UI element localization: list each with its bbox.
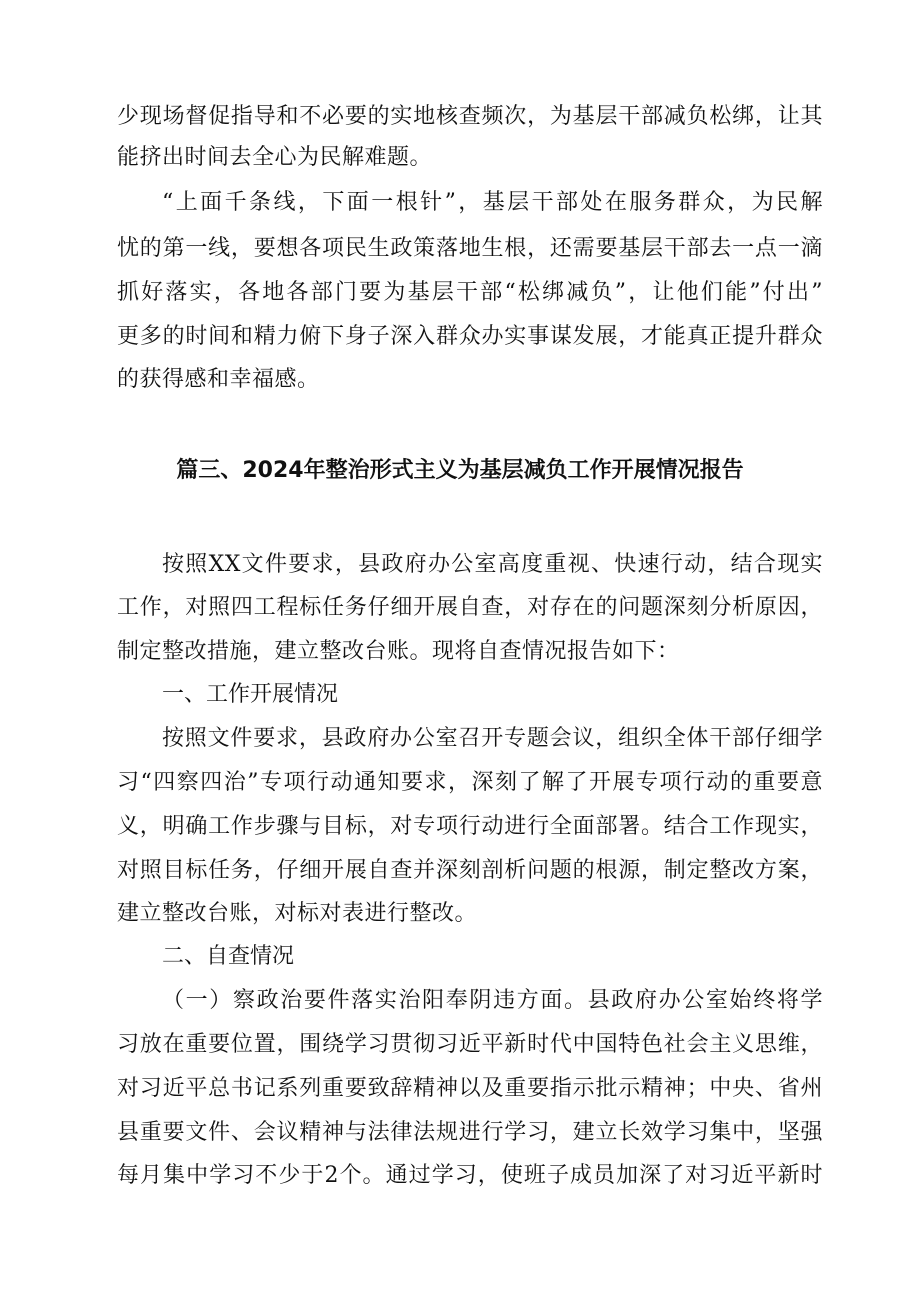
text-line: 忧的第一线，要想各项民生政策落地生根，还需要基层干部去一点一滴 — [117, 236, 823, 261]
text-line: 对照目标任务，仔细开展自查并深刻剖析问题的根源，制定整改方案， — [117, 858, 823, 883]
text-line: 建立整改台账，对标对表进行整改。 — [117, 901, 478, 926]
text-line: 更多的时间和精力俯下身子深入群众办实事谋发展，才能真正提升群众 — [117, 324, 823, 349]
text-line: 义，明确工作步骤与目标，对专项行动进行全面部署。结合工作现实， — [117, 814, 823, 839]
text-line: 按照文件要求，县政府办公室召开专题会议，组织全体干部仔细学 — [162, 726, 823, 751]
text-line: 按照XX文件要求，县政府办公室高度重视、快速行动，结合现实 — [162, 552, 823, 577]
section-heading-work: 一、工作开展情况 — [162, 682, 339, 707]
text-line: 习放在重要位置，围绕学习贯彻习近平新时代中国特色社会主义思维， — [117, 1032, 823, 1057]
text-line: 每月集中学习不少于2个。通过学习，使班子成员加深了对习近平新时 — [117, 1163, 823, 1188]
text-line: 的获得感和幸福感。 — [117, 367, 320, 392]
text-line: 对习近平总书记系列重要致辞精神以及重要指示批示精神；中央、省州 — [117, 1076, 823, 1101]
section-heading-selfcheck: 二、自查情况 — [162, 944, 295, 969]
text-line: 制定整改措施，建立整改台账。现将自查情况报告如下： — [117, 639, 680, 664]
text-line: 县重要文件、会议精神与法律法规进行学习，建立长效学习集中，坚强 — [117, 1120, 823, 1145]
text-line: “上面千条线，下面一根针”，基层干部处在服务群众，为民解 — [162, 190, 823, 215]
text-line: 能挤出时间去全心为民解难题。 — [117, 145, 433, 170]
text-line: 工作，对照四工程标任务仔细开展自查，对存在的问题深刻分析原因， — [117, 595, 823, 620]
text-line: 抓好落实，各地各部门要为基层干部“松绑减负”，让他们能”付出” — [117, 280, 823, 305]
text-line: （一）察政治要件落实治阳奉阴违方面。县政府办公室始终将学 — [162, 988, 823, 1013]
text-line: 习“四察四治”专项行动通知要求，深刻了解了开展专项行动的重要意 — [117, 770, 823, 795]
article-title: 篇三、2024年整治形式主义为基层减负工作开展情况报告 — [176, 458, 744, 483]
text-line: 少现场督促指导和不必要的实地核查频次，为基层干部减负松绑，让其 — [117, 104, 823, 129]
